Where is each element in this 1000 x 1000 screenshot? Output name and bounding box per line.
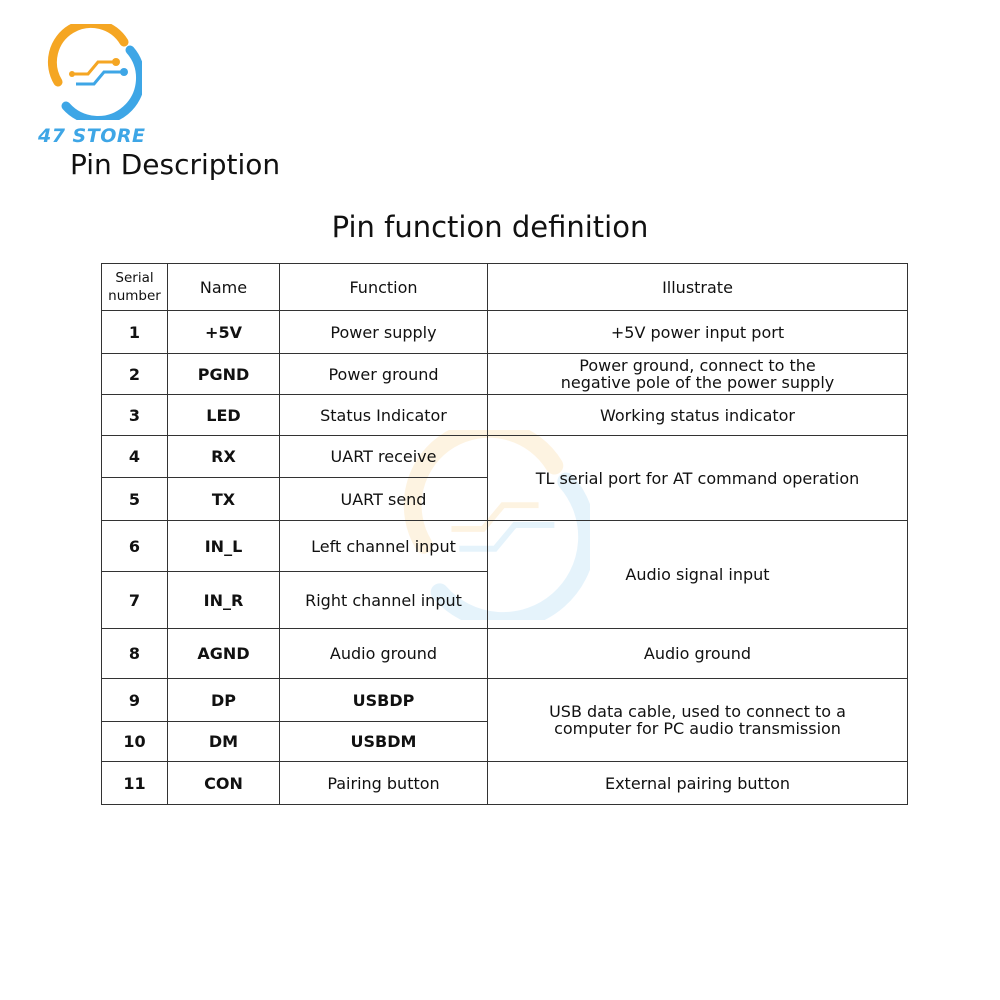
circuit-ring-logo-icon [46, 24, 142, 120]
header-function: Function [280, 264, 488, 311]
row-name: DP [168, 679, 280, 722]
row-illustrate: TL serial port for AT command operation [488, 436, 908, 521]
row-function: UART receive [280, 436, 488, 478]
table-row [102, 395, 908, 436]
brand-name: 47 STORE [38, 125, 146, 147]
row-name: CON [168, 762, 280, 805]
row-no: 6 [102, 521, 168, 572]
brand-logo [38, 24, 148, 152]
row-function: Status Indicator [280, 395, 488, 436]
pin-table [101, 263, 908, 805]
row-no: 11 [102, 762, 168, 805]
row-name: RX [168, 436, 280, 478]
row-no: 7 [102, 572, 168, 629]
row-no: 1 [102, 311, 168, 354]
row-no: 8 [102, 629, 168, 679]
row-name: DM [168, 722, 280, 762]
table-row [102, 762, 908, 805]
row-name: IN_R [168, 572, 280, 629]
header-illustrate: Illustrate [488, 264, 908, 311]
row-no: 2 [102, 354, 168, 395]
row-illustrate: Working status indicator [488, 395, 908, 436]
table-row [102, 354, 908, 395]
row-no: 4 [102, 436, 168, 478]
row-illustrate: +5V power input port [488, 311, 908, 354]
row-name: LED [168, 395, 280, 436]
row-function: Left channel input [280, 521, 488, 572]
row-no: 3 [102, 395, 168, 436]
row-function: USBDM [280, 722, 488, 762]
row-function: Power ground [280, 354, 488, 395]
row-name: TX [168, 478, 280, 521]
header-serial: Serial number [102, 264, 168, 311]
row-illustrate: Audio signal input [488, 521, 908, 629]
row-name: IN_L [168, 521, 280, 572]
row-illustrate: External pairing button [488, 762, 908, 805]
table-row [102, 521, 908, 572]
row-no: 9 [102, 679, 168, 722]
row-no: 5 [102, 478, 168, 521]
row-function: Pairing button [280, 762, 488, 805]
row-function: USBDP [280, 679, 488, 722]
table-header-row [102, 264, 908, 311]
row-illustrate: Power ground, connect to the negative pole of the power supply [488, 354, 908, 395]
table-row [102, 436, 908, 478]
row-function: Power supply [280, 311, 488, 354]
table-title: Pin function definition [331, 210, 649, 244]
row-function: UART send [280, 478, 488, 521]
table-row [102, 629, 908, 679]
row-name: AGND [168, 629, 280, 679]
row-illustrate: Audio ground [488, 629, 908, 679]
page-title: Pin Description [70, 148, 281, 181]
table-row [102, 311, 908, 354]
row-no: 10 [102, 722, 168, 762]
row-name: +5V [168, 311, 280, 354]
table-row [102, 679, 908, 722]
row-illustrate: USB data cable, used to connect to a computer for PC audio transmission [488, 679, 908, 762]
row-name: PGND [168, 354, 280, 395]
row-function: Right channel input [280, 572, 488, 629]
header-name: Name [168, 264, 280, 311]
row-function: Audio ground [280, 629, 488, 679]
